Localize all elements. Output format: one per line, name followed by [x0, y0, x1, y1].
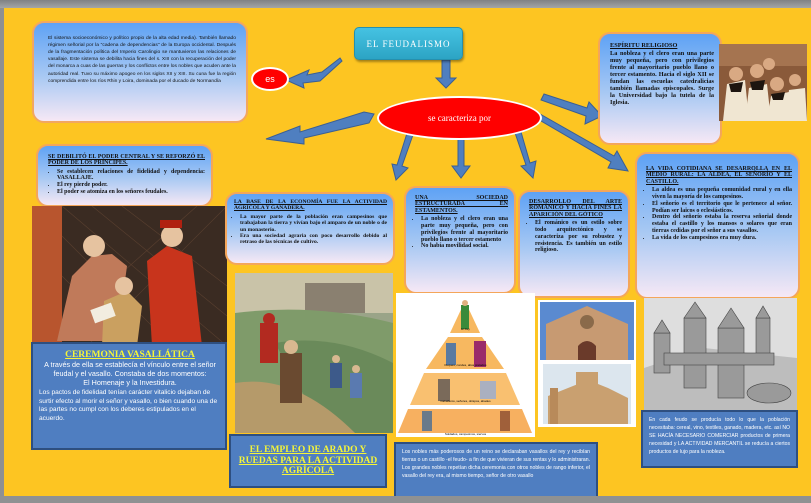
ceremonia-pacts: Los pactos de fidelidad tenían carácter vitalicio dejaban de surtir efecto al morir el señor y vasallo, o bien cuando una de las partes no cumpl con los deberes estipulados en el acuerdo.: [39, 389, 218, 422]
vida-title: LA VIDA COTIDIANA SE DESARROLLA EN EL MEDIO RURAL: LA ALDEA, EL SEÑORÍO Y EL CASTILLO.: [646, 166, 792, 185]
pyramid-level-label: Soldados, campesinos, siervos: [444, 432, 487, 436]
arrow-to-poder: [266, 112, 374, 144]
es-connector-oval: [251, 67, 289, 91]
title-box: [354, 27, 463, 60]
arrow-to-economia: [392, 130, 414, 180]
feudo-note-text: En cada feudo se producía todo lo que la población necesitaba: cereal, vino, textiles, ganado, madera, etc. así NO SE HACÍA NECESARIO COMERCIAR productos de primera necesidad y LA ACTIVIDAD MERCANTIL se reducía a ciertos productos de lujo para la nobleza.: [649, 417, 790, 455]
pyramid-level-label: Duques, condes, altos prelados: [444, 363, 487, 367]
sociedad-box: [404, 186, 516, 294]
nobles-note-box: [394, 442, 598, 496]
economia-item: • Era una sociedad agraria con poco desarrollo debido al retraso de las técnicas de cultivo.: [240, 233, 387, 246]
window-bottom-bar: [0, 496, 811, 503]
poder-item: • Se establecen relaciones de fidelidad y dependencia: VASALLAJE.: [57, 169, 205, 183]
poder-item: • El rey pierde poder.: [57, 182, 205, 189]
sociedad-item: • La nobleza y el clero eran una parte muy pequeña, pero con privilegios frente al mayoritario pueblo llano o tercer estamento: [421, 216, 508, 244]
arrow-to-es: [286, 58, 342, 88]
vida-item: • La aldea es una pequeña comunidad rural y en ella viven la mayoría de los campesinos.: [652, 187, 792, 201]
ceremonia-intro: A través de ella se establecía el vínculo entre el señor feudal y el vasallo. Constaba de dos momentos:: [44, 360, 216, 378]
poder-box: [36, 144, 213, 207]
economia-box: [225, 192, 395, 265]
ceremonia-box: [31, 342, 227, 450]
sociedad-title: UNA SOCIEDAD ESTRUCTURADA EN ESTAMENTOS.: [415, 195, 508, 214]
title-text: EL FEUDALISMO: [366, 38, 451, 49]
economia-title: LA BASE DE LA ECONOMÍA FUE LA ACTIVIDAD AGRÍCOLA Y GANADERA.: [234, 199, 387, 211]
caracteriza-label: se caracteriza por: [428, 113, 491, 123]
investiture-image: [32, 206, 227, 346]
poder-item: • El poder se atomiza en los señores feudales.: [57, 189, 205, 196]
ceremonia-moments: El Homenaje y la Investidura.: [83, 378, 177, 387]
religioso-text: La nobleza y el clero eran una parte muy pequeña, pero con privilegios frente al mayoritario pueblo llano o tercer estamento. Hacia el siglo XII se fundan las escuelas catedralicias también llamadas episcopales. Surge la Universidad bajo la tutela de la Iglesia.: [610, 49, 714, 107]
vida-item: • Dentro del señorío estaba la reserva señorial donde estaba el castillo y los mansos o solares que eran tierras cedidas por el señor a sus vasallos.: [652, 214, 792, 235]
arado-title: EL EMPLEO DE ARADO Y RUEDAS PARA LA ACTIVIDAD AGRÍCOLA: [238, 445, 378, 477]
arte-box: [518, 190, 630, 298]
es-label: es: [265, 74, 275, 84]
economia-item: • La mayor parte de la población eran campesinos que trabajaban la tierra y vivían bajo el amparo de un noble o de un monasterio.: [240, 214, 387, 233]
ceremonia-title: CEREMONIA VASALLÁTICA: [65, 350, 195, 360]
religioso-title: ESPÍRITU RELIGIOSO: [610, 42, 678, 49]
arte-title: DESARROLLO DEL ARTE ROMÁNICO Y HACIA FINES LA APARICIÓN DEL GÓTICO: [529, 199, 622, 218]
arte-item: • El románico es un estilo sobre todo arquitectónico y se caracteriza por su robustez y resistencia. Es también un estilo religioso.: [535, 220, 622, 254]
definition-box: [32, 21, 248, 123]
vida-box: [635, 152, 800, 299]
religioso-box: [598, 32, 722, 145]
romanesque-churches-image: [538, 300, 636, 427]
nobles-note-text: Los nobles más poderosos de un reino se declaraban vasallos del rey y recibían tierras o un castillo -el feudo- a fin de que vivieran de sus rentas y lo administraran. Los grandes nobles repetían dicha ceremonia con otros nobles de rango inferior, el vasallo del rey era, al mismo tiempo, señor de otro vasallo: [402, 449, 590, 479]
vida-item: • La vida de los campesinos era muy dura.: [652, 235, 792, 242]
window-top-bar: [0, 0, 811, 8]
concept-map-canvas: [4, 8, 811, 496]
arrow-to-oval: [436, 60, 456, 88]
pyramid-level-label: El Rey: [461, 327, 470, 331]
feudo-note-box: [641, 410, 798, 468]
arado-box: [229, 434, 387, 488]
poder-title: SE DEBILITÓ EL PODER CENTRAL Y SE REFORZÓ EL PODER DE LOS PRÍNCIPES.: [48, 154, 205, 167]
caracteriza-connector-oval: [377, 96, 542, 140]
definition-text: El sistema socioeconómico y político propio de la alta edad media). También llamado régimen señorial por la "cadena de dependencias" de la Europa occidental. Después de la fragmentación política del Imperio Carolingio se mantuvieron las relaciones de vasallaje. Este sistema se debilita hacia fines del s. XIII con la recuperación del poder del monarca a cuas de las guerras y los conflictos entre los nobles que acuden ante la autoridad real. Tuvo su máximo apogeo en los siglos XII y XIII. Su cuna fue la región comprendida entre los ríos Rhin y Loira, dominada por el ducado de Normandía: [48, 36, 236, 84]
peasants-plowing-image: [235, 273, 393, 433]
sociedad-item: • No había movilidad social.: [421, 243, 508, 250]
social-pyramid-image: [396, 293, 535, 437]
pyramid-level-label: Caballeros, señores, obispos, abades: [440, 399, 491, 403]
castle-engraving-image: [644, 298, 797, 413]
vida-item: • El señorío es el territorio que le pertenece al señor. Podían ser laicos o eclesiásticos.: [652, 201, 792, 215]
monks-image: [719, 44, 807, 121]
